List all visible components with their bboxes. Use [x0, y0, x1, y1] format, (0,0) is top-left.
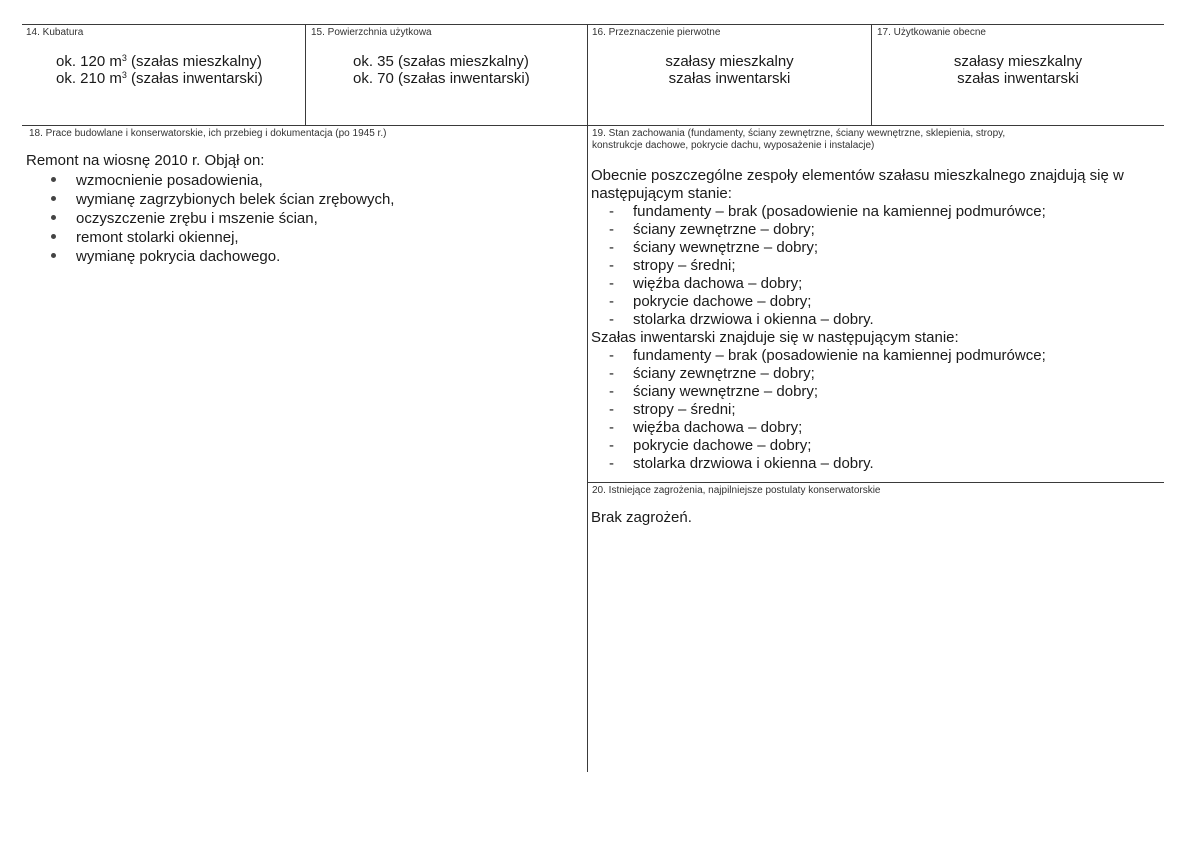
list-item: wymianę pokrycia dachowego.: [26, 247, 394, 266]
section-18-label: 18. Prace budowlane i konserwatorskie, ich przebieg i dokumentacja (po 1945 r.): [29, 128, 387, 139]
stan-intro-inwentarski: Szałas inwentarski znajduje się w następującym stanie:: [591, 329, 959, 346]
list-item: wymianę zagrzybionych belek ścian zrębowych,: [26, 190, 394, 209]
top-rule: [22, 24, 1164, 25]
bullet-icon: [51, 177, 56, 182]
list-item: - ściany zewnętrzne – dobry;: [609, 221, 815, 238]
zagrozenia-text: Brak zagrożeń.: [591, 509, 692, 526]
row-divider: [22, 125, 1164, 126]
list-item: - fundamenty – brak (posadowienie na kamiennej podmurówce;: [609, 347, 1046, 364]
section-16-label: 16. Przeznaczenie pierwotne: [592, 27, 721, 38]
section-19-label-line2: konstrukcje dachowe, pokrycie dachu, wyposażenie i instalacje): [592, 140, 875, 151]
list-item: oczyszczenie zrębu i mszenie ścian,: [26, 209, 394, 228]
list-item: - ściany zewnętrzne – dobry;: [609, 365, 815, 382]
remont-intro: Remont na wiosnę 2010 r. Objął on:: [26, 152, 265, 169]
stan-intro-mieszkalny: Obecnie poszczególne zespoły elementów szałasu mieszkalnego znajdują się w następującym stanie:: [591, 167, 1124, 202]
stan-list-inwentarski: [589, 347, 1046, 473]
section-15-label: 15. Powierzchnia użytkowa: [311, 27, 432, 38]
uzytkowanie-line2: szałas inwentarski: [957, 70, 1079, 87]
przeznaczenie-line2: szałas inwentarski: [668, 70, 791, 87]
przeznaczenie-line1: szałasy mieszkalny: [665, 53, 794, 70]
list-item: - stropy – średni;: [609, 401, 736, 418]
section-20-divider: [587, 482, 1164, 483]
list-item: - pokrycie dachowe – dobry;: [609, 293, 812, 310]
list-item: - stolarka drzwiowa i okienna – dobry.: [609, 455, 874, 472]
list-item: - więźba dachowa – dobry;: [609, 275, 803, 292]
kubatura-inwentarski: ok. 210 $m^3$ (szałas inwentarski): [56, 70, 263, 87]
kubatura-mieszkalny: ok. 120 $m^3$ (szałas mieszkalny): [56, 53, 262, 70]
section-17-label: 17. Użytkowanie obecne: [877, 27, 986, 38]
col-divider-14-15: [305, 24, 306, 125]
list-item: - pokrycie dachowe – dobry;: [609, 437, 812, 454]
bullet-icon: [51, 196, 56, 201]
section-19-label-line1: 19. Stan zachowania (fundamenty, ściany zewnętrzne, ściany wewnętrzne, sklepienia, stropy,: [592, 128, 1006, 139]
powierzchnia-inwentarski: ok. 70 (szałas inwentarski): [353, 70, 530, 87]
list-item: - stropy – średni;: [609, 257, 736, 274]
list-item: - fundamenty – brak (posadowienie na kamiennej podmurówce;: [609, 203, 1046, 220]
list-item: - ściany wewnętrzne – dobry;: [609, 383, 819, 400]
uzytkowanie-line1: szałasy mieszkalny: [953, 53, 1083, 70]
list-item: - stolarka drzwiowa i okienna – dobry.: [609, 311, 874, 328]
remont-list: [26, 171, 394, 266]
col-divider-main: [587, 24, 588, 772]
section-20-label: 20. Istniejące zagrożenia, najpilniejsze postulaty konserwatorskie: [592, 485, 881, 496]
bullet-icon: [51, 253, 56, 258]
bullet-icon: [51, 215, 56, 220]
section-14-label: 14. Kubatura: [26, 27, 84, 38]
list-item: - więźba dachowa – dobry;: [609, 419, 803, 436]
powierzchnia-mieszkalny: ok. 35 (szałas mieszkalny): [353, 53, 529, 70]
list-item: remont stolarki okiennej,: [26, 228, 394, 247]
list-item: wzmocnienie posadowienia,: [26, 171, 394, 190]
list-item: - ściany wewnętrzne – dobry;: [609, 239, 819, 256]
stan-list-mieszkalny: [589, 203, 1046, 329]
bullet-icon: [51, 234, 56, 239]
